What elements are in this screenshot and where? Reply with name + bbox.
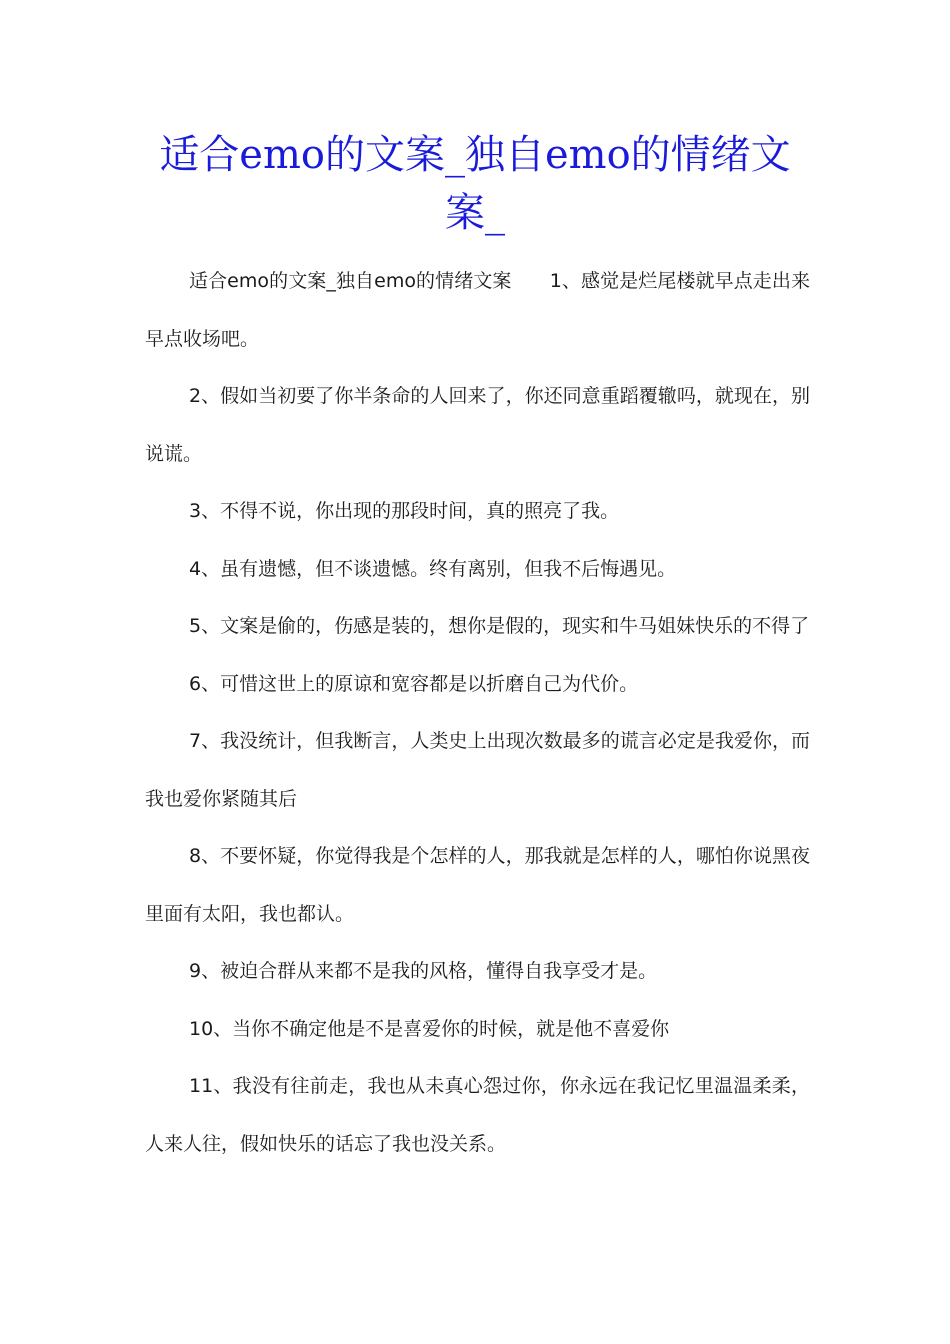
paragraph-3: 3、不得不说，你出现的那段时间，真的照亮了我。 [189,500,620,522]
paragraph-2: 2、假如当初要了你半条命的人回来了，你还同意重蹈覆辙吗，就现在，别说谎。 [145,385,810,465]
paragraph-10: 10、当你不确定他是不是喜爱你的时候，就是他不喜爱你 [189,1017,670,1040]
paragraph-8: 8、不要怀疑，你觉得我是个怎样的人，那我就是怎样的人，哪怕你说黑夜里面有太阳，我也都认。 [145,845,810,925]
paragraph-7: 7、我没统计，但我断言，人类史上出现次数最多的谎言必定是我爱你，而我也爱你紧随其后 [145,730,810,810]
paragraph-4: 4、虽有遗憾，但不谈遗憾。终有离别，但我不后悔遇见。 [189,557,677,580]
document-body [145,253,810,1173]
paragraph-6: 6、可惜这世上的原谅和宽容都是以折磨自己为代价。 [189,672,639,695]
paragraph-11: 11、我没有往前走，我也从未真心怨过你，你永远在我记忆里温温柔柔，人来人往，假如快乐的话忘了我也没关系。 [145,1075,810,1155]
document-title: 适合emo的文案_独自emo的情绪文案_ [159,132,791,236]
paragraph-5: 5、文案是偷的，伤感是装的，想你是假的，现实和牛马姐妹快乐的不得了 [189,615,810,637]
paragraph-intro-1: 适合emo的文案_独自emo的情绪文案 1、感觉是烂尾楼就早点走出来早点收场吧。 [145,270,810,350]
paragraph-9: 9、被迫合群从来都不是我的风格，懂得自我享受才是。 [189,960,658,982]
